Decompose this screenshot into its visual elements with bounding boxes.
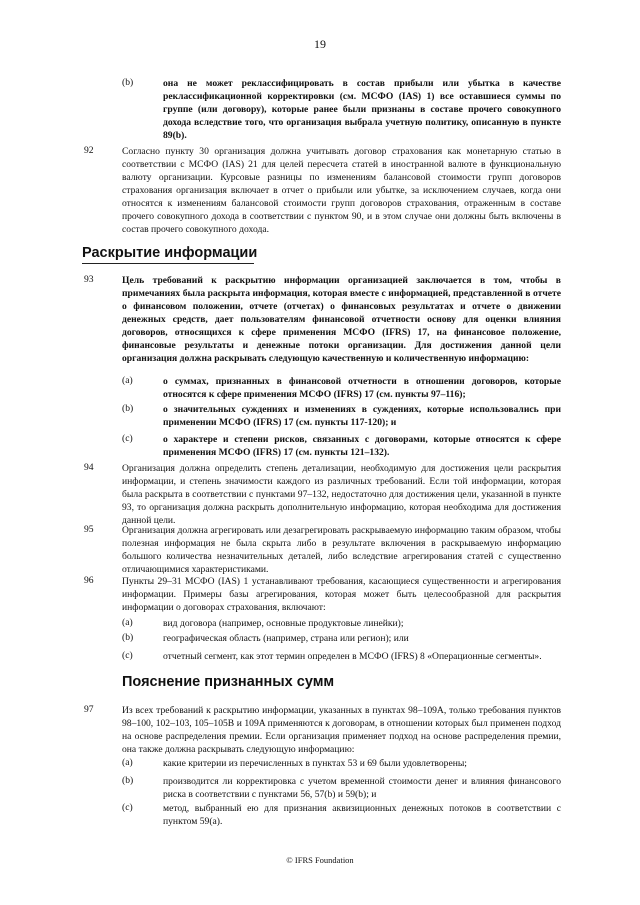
- p96-item-b-text: географическая область (например, страна или регион); или: [163, 633, 409, 644]
- p93-text: Цель требований к раскрытию информации организацией заключается в том, чтобы в примечаниях была раскрыта информация, которая вместе с информацией, представленной в отчете о финансовом положении, отчете (отчетах) о финансовых результатах и отчете о движении денежных средств, дает пользователям финансовой отчетности основу для оценки влияния договоров, относящихся к сфере применения МСФО (IFRS) 17, на финансовое положение, финансовые результаты и денежные потоки организации. Для достижения данной цели организация должна раскрывать следующую качественную и количественную информацию:: [122, 275, 561, 364]
- section-heading-explanation: Пояснение признанных сумм: [122, 674, 335, 690]
- p96-item-a-label: (a): [122, 617, 133, 628]
- page-number: 19: [314, 37, 326, 51]
- p95-text: Организация должна агрегировать или дезагрегировать раскрываемую информацию таким образом, чтобы полезная информация не была скрыта либо в результате включения в раскрываемую информацию большого количества незначительных деталей, либо вследствие агрегирования статей с существенно отличающимися характеристиками.: [122, 525, 561, 575]
- p93-item-b-label: (b): [122, 403, 134, 414]
- p93-number: 93: [84, 274, 94, 285]
- p93-item-b-text: о значительных суждениях и изменениях в суждениях, которые использовались при применении МСФО (IFRS) 17 (см. пункты 117-120); и: [163, 404, 561, 428]
- p93-item-a-label: (a): [122, 375, 133, 386]
- p95-number: 95: [84, 524, 94, 535]
- p97-item-c-label: (c): [122, 802, 133, 813]
- p96-number: 96: [84, 575, 94, 586]
- p97-item-c-text: метод, выбранный ею для признания аквизиционных денежных потоков в соответствии с пунктом 59(а).: [163, 803, 561, 827]
- p97-number: 97: [84, 704, 94, 715]
- p96-item-b-label: (b): [122, 632, 134, 643]
- p96-item-c-text: отчетный сегмент, как этот термин определен в МСФО (IFRS) 8 «Операционные сегменты».: [163, 651, 542, 662]
- p97-item-a-label: (a): [122, 757, 133, 768]
- p97-item-a-text: какие критерии из перечисленных в пунктах 53 и 69 были удовлетворены;: [163, 758, 467, 769]
- p94-number: 94: [84, 462, 94, 473]
- heading-underline: [82, 263, 254, 264]
- p92-number: 92: [84, 145, 94, 156]
- p97-text: Из всех требований к раскрытию информации, указанных в пунктах 98–109A, только требования пунктов 98–100, 102–103, 105–105B и 109A применяются к договорам, в отношении которых был применен подход на основе распределения премии. Если организация применяет подход на основе распределения премии, она также должна раскрывать следующую информацию:: [122, 705, 561, 755]
- p97-item-b-text: производится ли корректировка с учетом временной стоимости денег и влияния финансового риска в соответствии с пунктами 56, 57(b) и 59(b); и: [163, 776, 561, 800]
- footer-copyright: © IFRS Foundation: [286, 855, 354, 865]
- p92-text: Согласно пункту 30 организация должна учитывать договор страхования как монетарную статью в соответствии с МСФО (IAS) 21 для целей пересчета статей в иностранной валюте в функциональную валюту организации. Курсовые разницы по изменениям балансовой стоимости групп договоров страхования организация включает в отчет о прибыли или убытке, за исключением случаев, когда они относятся к изменениям балансовой стоимости групп договоров страхования, отраженным в составе прочего совокупного дохода в соответствии с пунктом 90, и в этом случае они должны быть включены в состав прочего совокупного дохода.: [122, 146, 561, 235]
- p93-item-c-label: (c): [122, 433, 133, 444]
- p93-item-c-text: о характере и степени рисков, связанных с договорами, которые относятся к сфере применения МСФО (IFRS) 17 (см. пункты 121–132).: [163, 434, 561, 458]
- p96-item-a-text: вид договора (например, основные продуктовые линейки);: [163, 618, 404, 629]
- p97-item-b-label: (b): [122, 775, 134, 786]
- p93-item-a-text: о суммах, признанных в финансовой отчетности в отношении договоров, которые относятся к сфере применения МСФО (IFRS) 17 (см. пункты 97–116);: [163, 376, 561, 400]
- p94-text: Организация должна определить степень детализации, необходимую для достижения цели раскрытия информации, и степень значимости каждого из различных требований. Если той информации, которая была раскрыта в соответствии с пунктами 97–132, недостаточно для достижения цели, указанной в пункте 93, то организация должна раскрыть дополнительную информацию, которая необходима для достижения данной цели.: [122, 463, 561, 526]
- p89b-text: она не может реклассифицировать в состав прибыли или убытка в качестве реклассификационной корректировки (см. МСФО (IAS) 1) все оставшиеся суммы по группе (или договору), которые ранее были признаны в составе прочего совокупного дохода вследствие того, что организация выбрала учетную политику, описанную в пункте 89(b).: [163, 78, 561, 141]
- p96-item-c-label: (c): [122, 650, 133, 661]
- section-heading-disclosure: Раскрытие информации: [82, 245, 258, 261]
- p96-text: Пункты 29–31 МСФО (IAS) 1 устанавливают требования, касающиеся существенности и агрегирования информации. Примеры базы агрегирования, которая может быть целесообразной для раскрытия информации о договорах страхования, включают:: [122, 576, 561, 613]
- p89b-label: (b): [122, 77, 134, 88]
